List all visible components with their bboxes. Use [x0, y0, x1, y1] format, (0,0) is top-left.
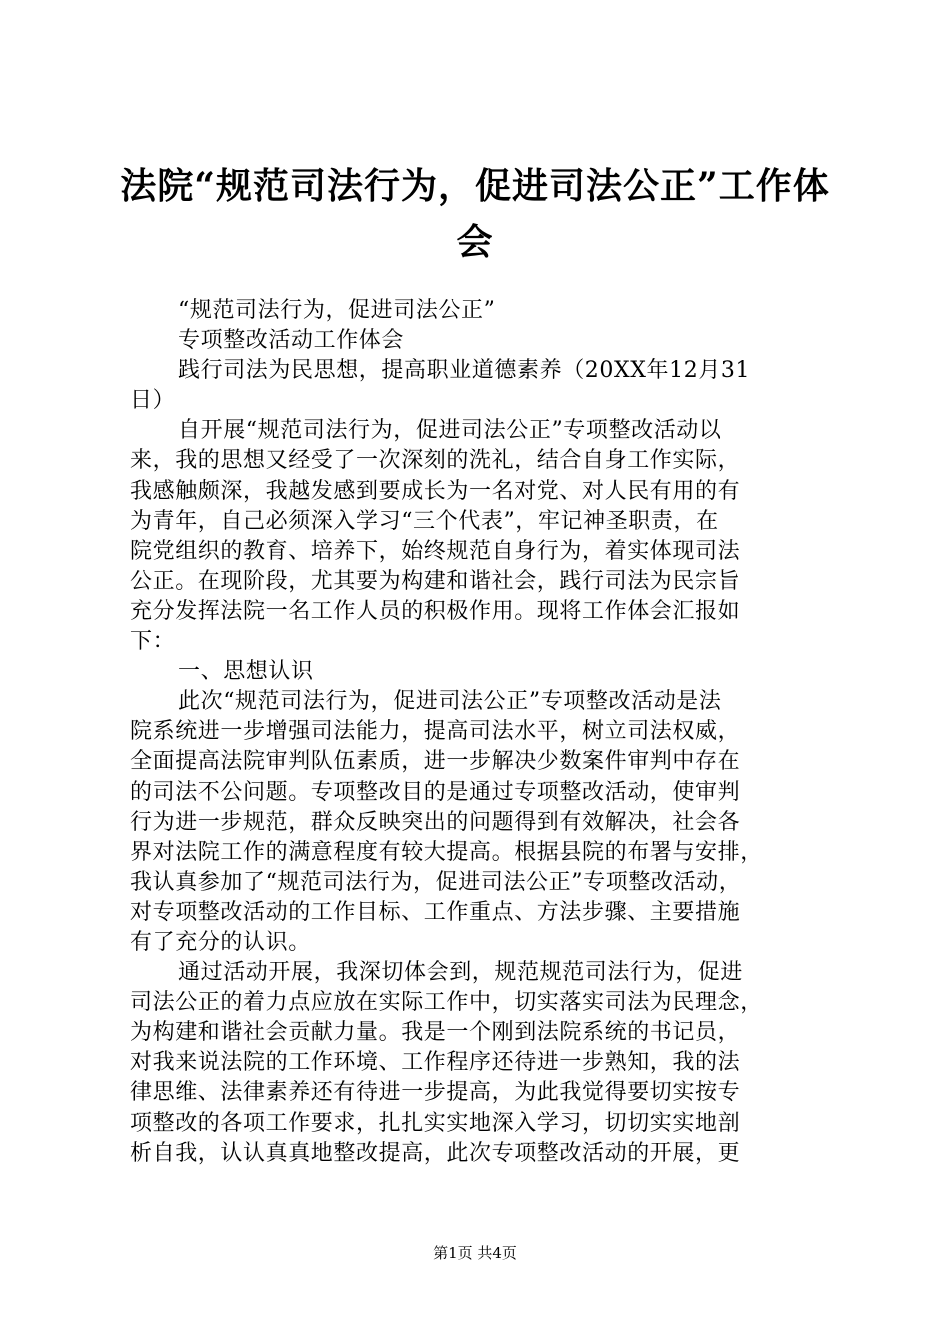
- text-line: “规范司法行为，促进司法公正”: [178, 298, 496, 323]
- text-line: 此次“规范司法行为，促进司法公正”专项整改活动是法: [178, 689, 722, 715]
- text-line: 我感触颇深，我越发感到要成长为一名对党、对人民有用的有: [130, 478, 741, 504]
- page-footer: 第1页 共4页: [433, 1244, 517, 1262]
- text-line: 全面提高法院审判队伍素质，进一步解决少数案件审判中存在: [130, 749, 741, 775]
- text-line: 公正。在现阶段，尤其要为构建和谐社会，践行司法为民宗旨: [130, 568, 741, 594]
- title-line: 法院“规范司法行为，促进司法公正”工作体: [120, 165, 830, 207]
- text-line: 的司法不公问题。专项整改目的是通过专项整改活动，使审判: [130, 779, 741, 805]
- text-line: 一、思想认识: [178, 659, 314, 685]
- text-line: 界对法院工作的满意程度有较大提高。根据县院的布署与安排，: [130, 839, 763, 865]
- document-title: [110, 158, 840, 270]
- text-line: 项整改的各项工作要求，扎扎实实地深入学习，切切实实地剖: [130, 1110, 741, 1136]
- text-line: 专项整改活动工作体会: [178, 328, 405, 354]
- title-line: 会: [456, 221, 494, 263]
- text-line: 院系统进一步增强司法能力，提高司法水平，树立司法权威，: [130, 719, 741, 745]
- text-line: 下：: [130, 629, 176, 655]
- text-line: 对我来说法院的工作环境、工作程序还待进一步熟知，我的法: [130, 1050, 741, 1076]
- text-line: 析自我，认认真真地整改提高，此次专项整改活动的开展，更: [130, 1140, 741, 1166]
- text-line: 我认真参加了“规范司法行为，促进司法公正”专项整改活动，: [130, 869, 742, 895]
- text-line: 司法公正的着力点应放在实际工作中，切实落实司法为民理念，: [130, 990, 763, 1016]
- document-body: [130, 296, 830, 1169]
- text-line: 自开展“规范司法行为，促进司法公正”专项整改活动以: [178, 418, 722, 444]
- text-line: 为构建和谐社会贡献力量。我是一个刚到法院系统的书记员，: [130, 1020, 741, 1046]
- text-line: 为青年，自己必须深入学习“三个代表”，牢记神圣职责，在: [130, 508, 719, 534]
- text-line: 律思维、法律素养还有待进一步提高，为此我觉得要切实按专: [130, 1080, 741, 1106]
- text-line: 通过活动开展，我深切体会到，规范规范司法行为，促进: [178, 960, 744, 986]
- text-line: 践行司法为民思想，提高职业道德素养（20XX年12月31: [178, 358, 751, 384]
- text-line: 对专项整改活动的工作目标、工作重点、方法步骤、主要措施: [130, 899, 741, 925]
- text-line: 院党组织的教育、培养下，始终规范自身行为，着实体现司法: [130, 538, 741, 564]
- text-line: 有了充分的认识。: [130, 929, 311, 955]
- text-line: 充分发挥法院一名工作人员的积极作用。现将工作体会汇报如: [130, 598, 741, 624]
- text-line: 来，我的思想又经受了一次深刻的洗礼，结合自身工作实际，: [130, 448, 741, 474]
- text-line: 行为进一步规范，群众反映突出的问题得到有效解决，社会各: [130, 809, 741, 835]
- text-line: 日）: [130, 388, 176, 414]
